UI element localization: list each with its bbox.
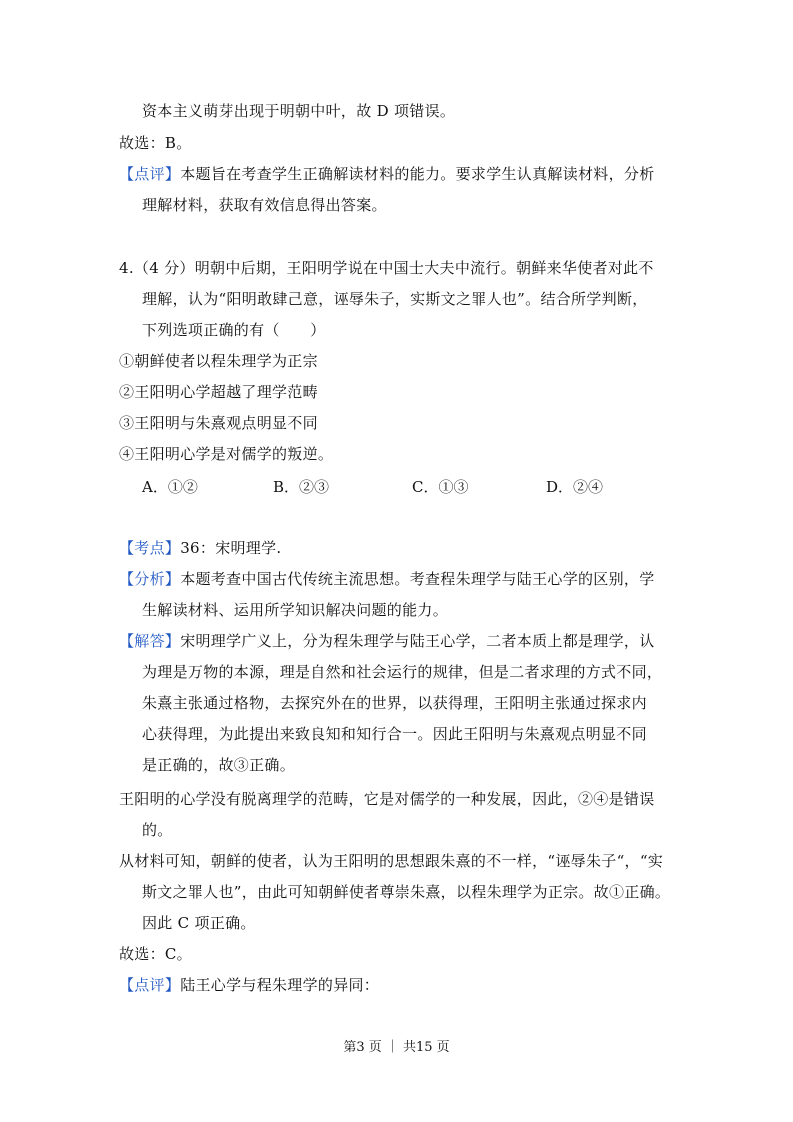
comment-tag: 【点评】 bbox=[119, 976, 181, 994]
jieda-line-cont: 是正确的，故③正确。 bbox=[142, 756, 296, 774]
comment-line-cont: 理解材料，获取有效信息得出答案。 bbox=[142, 196, 387, 214]
paragraph-line: 王阳明的心学没有脱离理学的范畴，它是对儒学的一种发展，因此，②④是错误 bbox=[119, 790, 655, 808]
comment-tag: 【点评】 bbox=[119, 165, 181, 183]
jieda-text: 宋明理学广义上，分为程朱理学与陆王心学，二者本质上都是理学，认 bbox=[180, 632, 655, 650]
kaodian-tag: 【考点】 bbox=[119, 539, 181, 557]
statement: ④王阳明心学是对儒学的叛逆。 bbox=[119, 445, 334, 463]
fenxi-line bbox=[119, 568, 655, 590]
jieda-tag: 【解答】 bbox=[119, 632, 181, 650]
fenxi-line-cont: 生解读材料、运用所学知识解决问题的能力。 bbox=[142, 601, 449, 619]
option-d: D．②④ bbox=[546, 478, 604, 496]
jieda-line-cont: 心获得理，为此提出来致良知和知行合一。因此王阳明与朱熹观点明显不同 bbox=[142, 725, 647, 743]
statement: ②王阳明心学超越了理学范畴 bbox=[119, 383, 318, 401]
option-b: B．②③ bbox=[273, 478, 330, 496]
option-a: A．①② bbox=[142, 478, 198, 496]
comment-text: 本题旨在考查学生正确解读材料的能力。要求学生认真解读材料，分析 bbox=[180, 165, 655, 183]
fenxi-tag: 【分析】 bbox=[119, 570, 181, 588]
paragraph-line: 从材料可知，朝鲜的使者，认为王阳明的思想跟朱熹的不一样，“诬辱朱子“，“实 bbox=[119, 852, 664, 870]
paragraph-line-cont: 斯文之罪人也”，由此可知朝鲜使者尊崇朱熹，以程朱理学为正宗。故①正确。 bbox=[142, 883, 671, 901]
fenxi-text: 本题考查中国古代传统主流思想。考查程朱理学与陆王心学的区别，学 bbox=[180, 570, 655, 588]
paragraph-line-cont: 因此 C 项正确。 bbox=[142, 914, 256, 932]
question-stem: 4.（4 分）明朝中后期，王阳明学说在中国士大夫中流行。朝鲜来华使者对此不 bbox=[119, 259, 654, 277]
jieda-line bbox=[119, 630, 655, 652]
kaodian-text: 36：宋明理学. bbox=[180, 539, 282, 557]
page-footer: 第3 页 ｜ 共15 页 bbox=[343, 1040, 450, 1055]
question-stem-cont: 理解，认为“阳明敢肆己意，诬辱朱子，实斯文之罪人也”。结合所学判断， bbox=[142, 290, 648, 308]
comment-line bbox=[119, 163, 655, 185]
question-stem-cont: 下列选项正确的有（ ） bbox=[142, 321, 326, 339]
statement: ①朝鲜使者以程朱理学为正宗 bbox=[119, 352, 318, 370]
answer-line: 故选：C。 bbox=[119, 945, 192, 963]
option-c: C．①③ bbox=[412, 478, 469, 496]
text-line: 资本主义萌芽出现于明朝中叶，故 D 项错误。 bbox=[142, 102, 456, 120]
answer-line: 故选：B。 bbox=[119, 134, 192, 152]
kaodian-line bbox=[119, 537, 281, 559]
jieda-line-cont: 为理是万物的本源，理是自然和社会运行的规律，但是二者求理的方式不同， bbox=[142, 663, 663, 681]
comment-text: 陆王心学与程朱理学的异同： bbox=[180, 976, 380, 994]
statement: ③王阳明与朱熹观点明显不同 bbox=[119, 414, 318, 432]
paragraph-line-cont: 的。 bbox=[142, 821, 173, 839]
comment-line bbox=[119, 974, 379, 996]
jieda-line-cont: 朱熹主张通过格物，去探究外在的世界，以获得理，王阳明主张通过探求内 bbox=[142, 694, 647, 712]
